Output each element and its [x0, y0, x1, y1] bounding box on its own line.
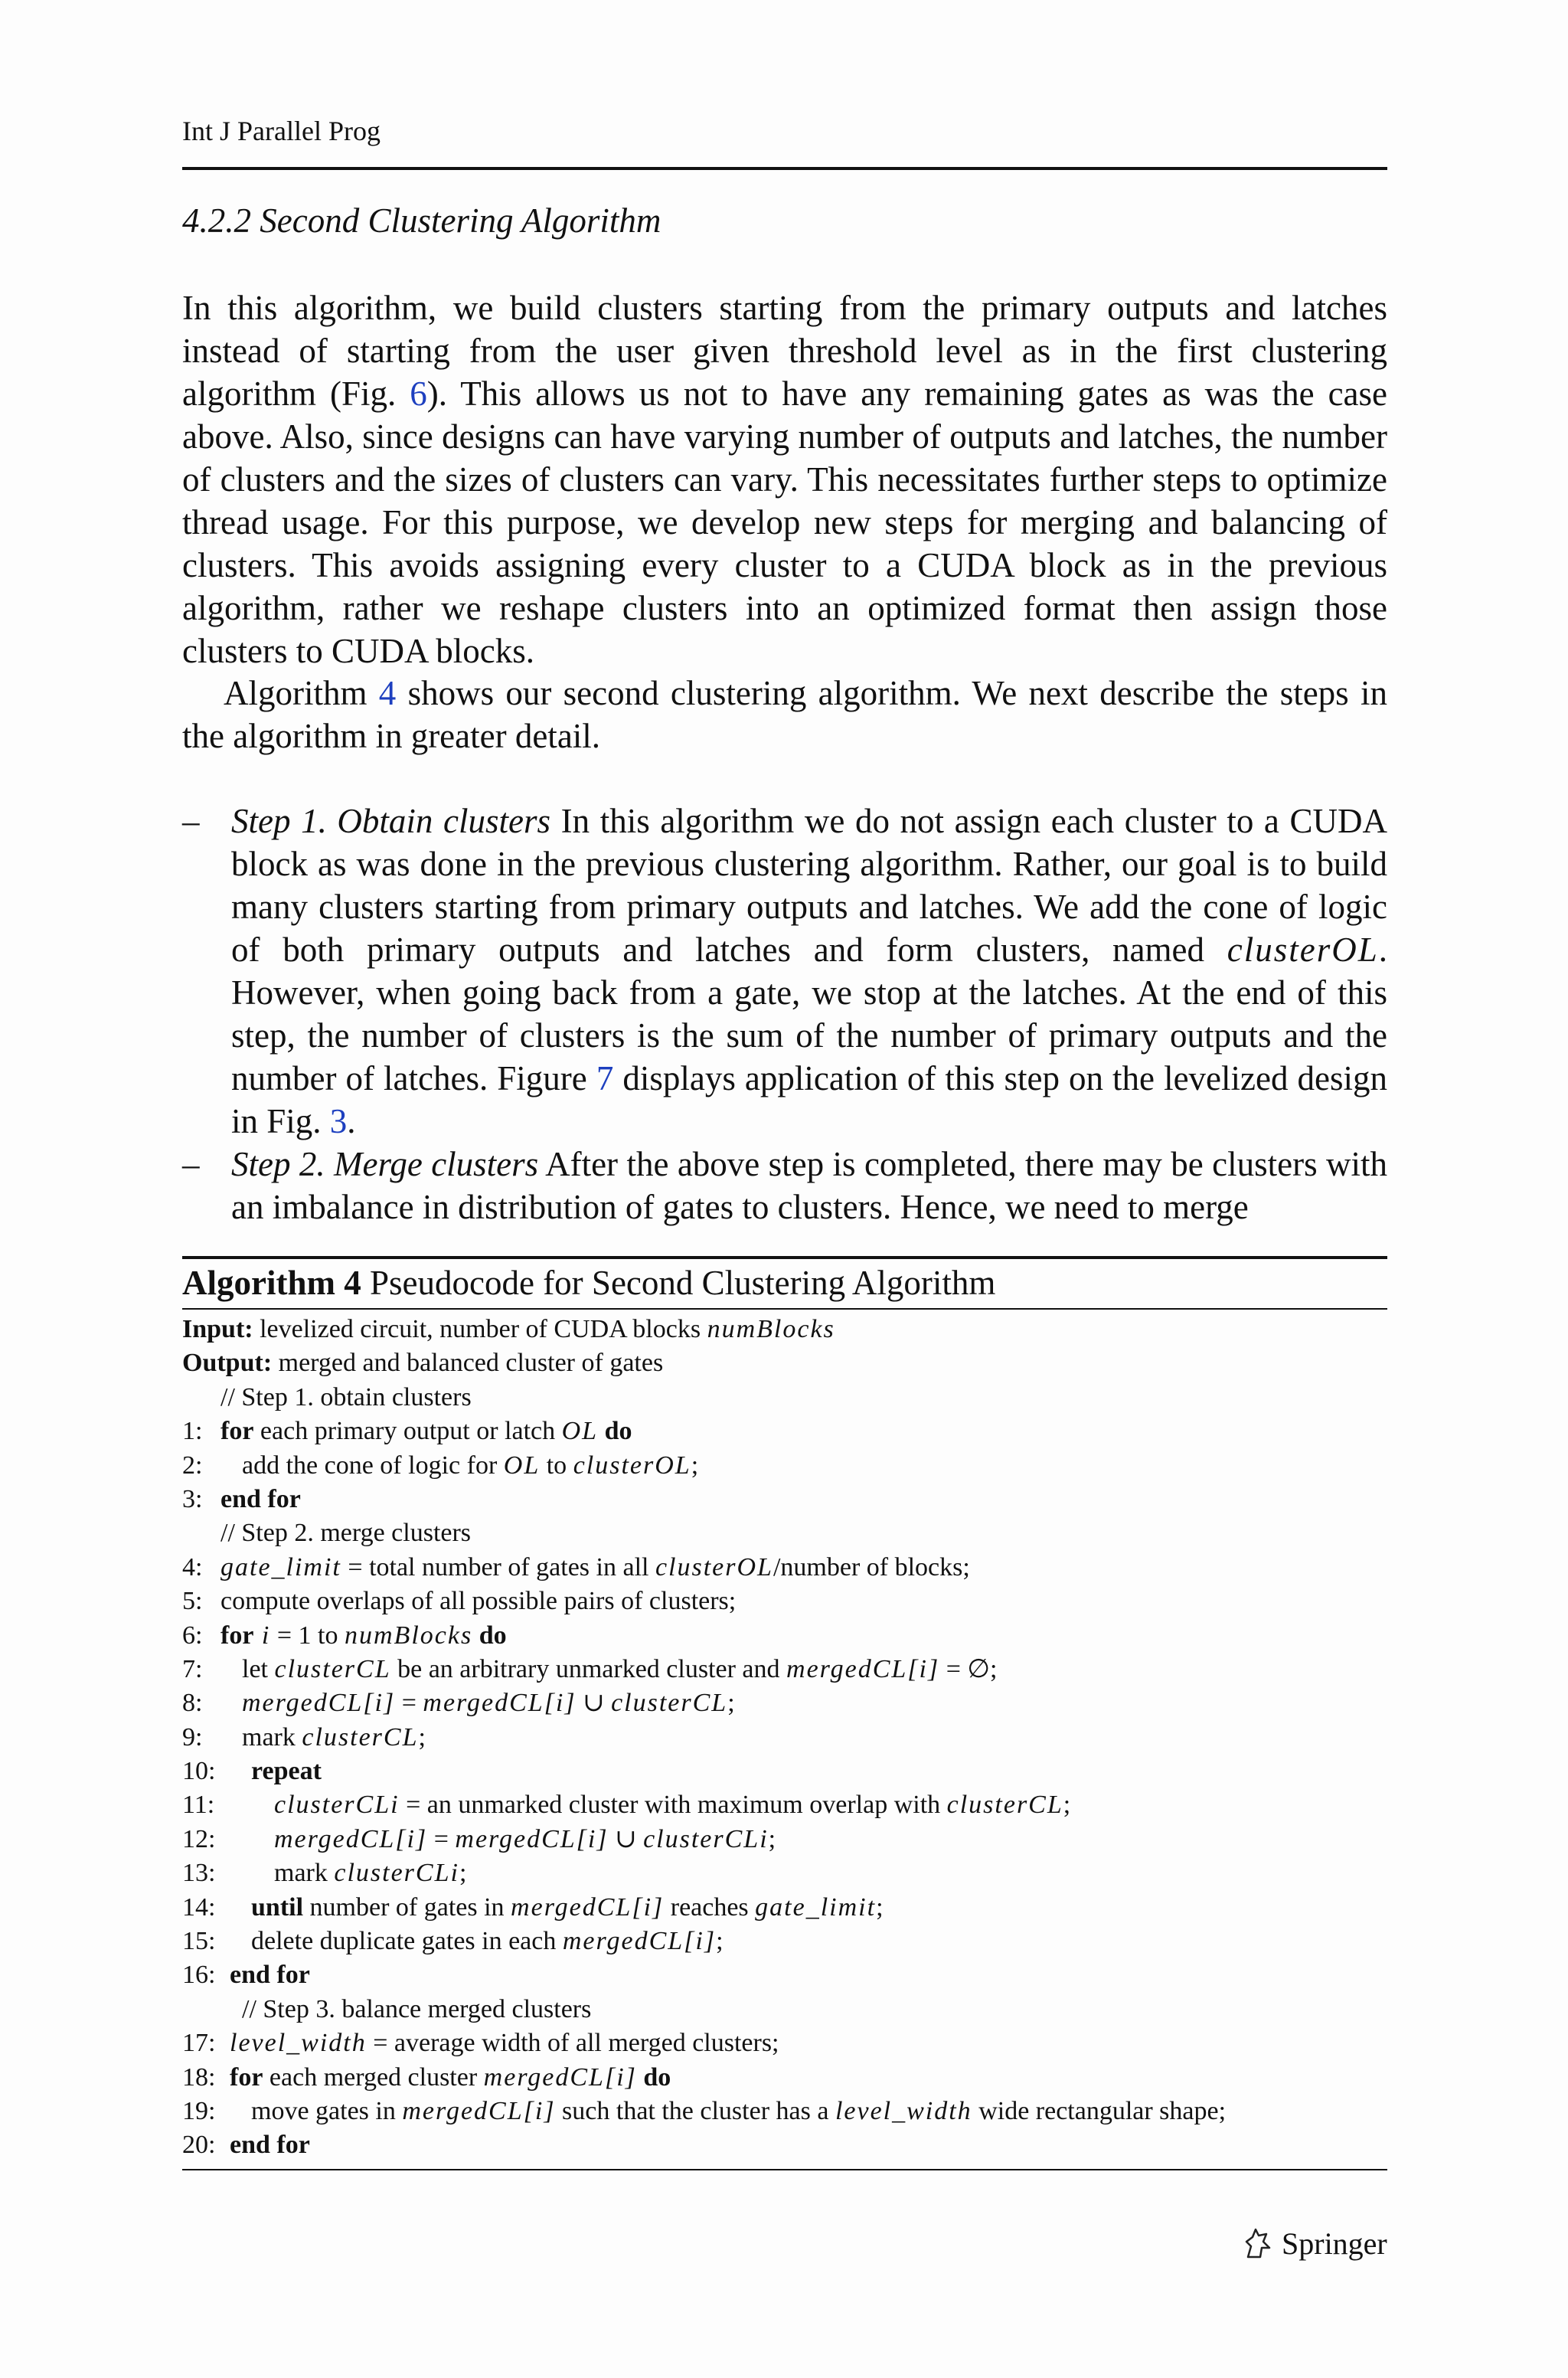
- code-text: = 1 to: [270, 1621, 345, 1650]
- line-number: 5:: [182, 1587, 203, 1616]
- step-list: [182, 800, 1387, 1228]
- line-text: [230, 2026, 779, 2060]
- line-number: 10:: [182, 1757, 216, 1786]
- line-text: [242, 1653, 997, 1686]
- line-number: 11:: [182, 1791, 215, 1820]
- math-var: mergedCL[i]: [402, 2096, 556, 2125]
- figure-ref-link[interactable]: 7: [596, 1059, 614, 1097]
- line-text: [230, 1958, 310, 1992]
- paragraph-text: Algorithm: [224, 674, 379, 712]
- running-header: [182, 112, 1387, 170]
- code-text: =: [395, 1689, 423, 1718]
- algorithm-line: [182, 1925, 1387, 1958]
- code-text: ;: [691, 1451, 699, 1480]
- algorithm-line: [182, 1653, 1387, 1686]
- algorithm-line: [182, 1551, 1387, 1585]
- list-item: [182, 1143, 1387, 1228]
- code-text: to: [540, 1451, 573, 1480]
- step-text: . However, when going back from a gate, we stop at the latches. At the end of this step, the number of clusters is the sum of the number of primary outputs and the number of latches. Figure: [231, 931, 1387, 1097]
- algorithm-line: [182, 1483, 1387, 1516]
- line-text: [220, 1483, 301, 1516]
- algorithm-line: [182, 2128, 1387, 2162]
- code-text: ;: [459, 1859, 467, 1888]
- math-var: mergedCL[i]: [423, 1689, 577, 1718]
- keyword: do: [636, 2062, 671, 2092]
- algorithm-line: [182, 1585, 1387, 1618]
- list-dash: –: [182, 1145, 200, 1183]
- math-var: clusterOL: [573, 1451, 691, 1480]
- algorithm-line: [182, 1686, 1387, 1720]
- math-var: clusterCL: [611, 1689, 728, 1718]
- keyword: do: [598, 1417, 632, 1446]
- comment-text: // Step 1. obtain clusters: [220, 1382, 472, 1411]
- line-text: [274, 1823, 776, 1856]
- algorithm-line: [182, 1788, 1387, 1822]
- line-text: [274, 1788, 1070, 1822]
- code-text: let: [242, 1654, 275, 1683]
- algorithm-input: [182, 1313, 1387, 1346]
- figure-ref-link[interactable]: 3: [329, 1102, 348, 1140]
- line-text: [220, 1551, 970, 1585]
- algorithm-line: [182, 2026, 1387, 2060]
- input-label: Input:: [182, 1315, 253, 1343]
- math-var: clusterCLi: [334, 1859, 459, 1888]
- algorithm-line: [182, 1449, 1387, 1483]
- math-var: mergedCL[i]: [562, 1927, 717, 1956]
- line-text: [242, 1686, 735, 1720]
- math-var: mergedCL[i]: [483, 2062, 637, 2092]
- code-text: ;: [876, 1892, 884, 1922]
- line-text: [220, 1585, 736, 1618]
- code-text: each merged cluster: [263, 2062, 484, 2092]
- math-var: i: [253, 1621, 271, 1650]
- code-text: number of gates in: [303, 1892, 511, 1922]
- algorithm-line: [182, 1856, 1387, 1890]
- step-text: In this algorithm we do not assign each cluster to a CUDA block as was done in the previous clustering algorithm. Rather, our goal is to build many clusters starting from primary outputs and latches. We add the cone of logic of both primary outputs and latches and form clusters, named: [231, 802, 1387, 969]
- paragraph-2: [182, 672, 1387, 757]
- keyword: end for: [230, 2131, 310, 2160]
- step-text: displays application of this step on the levelized design in Fig.: [231, 1059, 1387, 1140]
- math-var: clusterOL: [655, 1552, 773, 1582]
- paragraph-1: [182, 286, 1387, 672]
- comment-text: // Step 3. balance merged clusters: [242, 1994, 592, 2023]
- figure-ref-link[interactable]: 6: [410, 375, 427, 413]
- code-text: ∪: [576, 1689, 612, 1718]
- algorithm-line: [182, 1823, 1387, 1856]
- publisher-name: Springer: [1282, 2226, 1387, 2261]
- step-text: .: [347, 1102, 356, 1140]
- keyword: for: [230, 2062, 263, 2092]
- algorithm-comment: [182, 1993, 1387, 2026]
- code-text: add the cone of logic for: [242, 1451, 504, 1480]
- code-text: wide rectangular shape;: [972, 2096, 1227, 2125]
- math-var: clusterCLi: [643, 1824, 769, 1853]
- line-number: 2:: [182, 1451, 203, 1480]
- math-var: clusterCL: [274, 1654, 391, 1683]
- line-number: 6:: [182, 1621, 203, 1650]
- section-title: 4.2.2 Second Clustering Algorithm: [182, 201, 662, 240]
- math-var: OL: [561, 1417, 599, 1446]
- line-number: 19:: [182, 2096, 216, 2125]
- algorithm-line: [182, 1619, 1387, 1653]
- list-dash: –: [182, 802, 200, 840]
- algorithm-ref-link[interactable]: 4: [378, 674, 397, 712]
- algorithm-line: [182, 2061, 1387, 2095]
- code-text: mark: [242, 1722, 302, 1752]
- math-var: numBlocks: [707, 1315, 835, 1343]
- keyword: end for: [220, 1484, 301, 1513]
- code-text: ;: [727, 1689, 735, 1718]
- code-text: reaches: [664, 1892, 756, 1922]
- code-text: ∪: [608, 1824, 644, 1853]
- step-title: Step 2. Merge clusters: [231, 1145, 539, 1183]
- math-var: mergedCL[i]: [511, 1892, 665, 1922]
- math-var: gate_limit: [755, 1892, 877, 1922]
- line-number: 13:: [182, 1859, 216, 1888]
- line-text: [220, 1415, 632, 1448]
- algorithm-line: [182, 1755, 1387, 1788]
- math-var: mergedCL[i]: [274, 1824, 428, 1853]
- input-text: levelized circuit, number of CUDA blocks: [253, 1315, 707, 1343]
- paragraph-text: shows our second clustering algorithm. We next describe the steps in the algorithm in greater detail.: [182, 674, 1387, 755]
- algorithm-title: [182, 1256, 1387, 1310]
- math-var: level_width: [230, 2029, 367, 2058]
- line-number: 8:: [182, 1689, 203, 1718]
- publisher-logo: [1240, 2226, 1387, 2262]
- code-text: = ∅;: [939, 1654, 998, 1683]
- line-number: 20:: [182, 2131, 216, 2160]
- algorithm-line: [182, 2095, 1387, 2128]
- algorithm-body: [182, 1310, 1387, 2170]
- code-text: ;: [768, 1824, 776, 1853]
- line-number: 3:: [182, 1484, 203, 1513]
- code-text: mark: [274, 1859, 335, 1888]
- code-text: ;: [716, 1927, 724, 1956]
- step-title: Step 1. Obtain clusters: [231, 802, 551, 840]
- math-var: clusterCL: [946, 1791, 1063, 1820]
- code-text: = an unmarked cluster with maximum overlap with: [399, 1791, 947, 1820]
- math-var: level_width: [835, 2096, 972, 2125]
- keyword: do: [472, 1621, 507, 1650]
- line-number: 1:: [182, 1417, 203, 1446]
- algorithm-title-text: Pseudocode for Second Clustering Algorithm: [361, 1264, 996, 1302]
- algorithm-line: [182, 1415, 1387, 1448]
- line-number: 14:: [182, 1892, 216, 1922]
- math-var: clusterCLi: [274, 1791, 400, 1820]
- code-text: = total number of gates in all: [341, 1552, 655, 1582]
- code-text: such that the cluster has a: [555, 2096, 835, 2125]
- paragraph-text: ). This allows us not to have any remaining gates as was the case above. Also, since designs can have varying number of outputs and latches, the number of clusters and the sizes of clusters can vary. This necessitates further steps to optimize thread usage. For this purpose, we develop new steps for merging and balancing of clusters. This avoids assigning every cluster to a CUDA block as in the previous algorithm, rather we reshape clusters into an optimized format then assign those clusters to CUDA blocks.: [182, 375, 1388, 670]
- keyword: repeat: [251, 1757, 322, 1786]
- code-text: delete duplicate gates in each: [251, 1927, 563, 1956]
- code-text: = average width of all merged clusters;: [366, 2029, 779, 2058]
- line-text: [251, 2095, 1226, 2128]
- line-text: [242, 1721, 426, 1755]
- code-text: ;: [1063, 1791, 1071, 1820]
- math-var: mergedCL[i]: [786, 1654, 940, 1683]
- code-text: each primary output or latch: [253, 1417, 562, 1446]
- code-text: /number of blocks;: [773, 1552, 970, 1582]
- algorithm-line: [182, 1891, 1387, 1925]
- math-var: clusterCL: [302, 1722, 419, 1752]
- math-var: OL: [503, 1451, 541, 1480]
- algorithm-line: [182, 1721, 1387, 1755]
- math-var: mergedCL[i]: [242, 1689, 396, 1718]
- comment-text: // Step 2. merge clusters: [220, 1519, 472, 1548]
- algorithm-line: [182, 1958, 1387, 1992]
- keyword: for: [220, 1621, 254, 1650]
- line-text: [242, 1449, 698, 1483]
- output-label: Output:: [182, 1349, 273, 1378]
- line-text: [230, 2128, 310, 2162]
- math-var: mergedCL[i]: [455, 1824, 609, 1853]
- math-var: clusterOL: [1227, 931, 1379, 969]
- line-number: 7:: [182, 1654, 203, 1683]
- list-item: [182, 800, 1387, 1143]
- math-var: numBlocks: [345, 1621, 473, 1650]
- algorithm-output: [182, 1346, 1387, 1380]
- paragraph-text: In this algorithm, we build clusters starting from the primary outputs and latches instead of starting from the user given threshold level as in the first clustering algorithm (Fig.: [182, 289, 1387, 413]
- keyword: for: [220, 1417, 254, 1446]
- line-text: [251, 1755, 322, 1788]
- keyword: until: [251, 1892, 304, 1922]
- line-number: 16:: [182, 1961, 216, 1990]
- output-text: merged and balanced cluster of gates: [272, 1349, 664, 1378]
- line-number: 4:: [182, 1552, 203, 1582]
- line-text: [251, 1891, 884, 1925]
- line-number: 17:: [182, 2029, 216, 2058]
- code-text: be an arbitrary unmarked cluster and: [390, 1654, 787, 1683]
- code-text: compute overlaps of all possible pairs of clusters;: [220, 1587, 737, 1616]
- algorithm-box: [182, 1256, 1387, 2170]
- journal-name: Int J Parallel Prog: [182, 116, 381, 146]
- line-text: [251, 1925, 724, 1958]
- line-number: 18:: [182, 2062, 216, 2092]
- line-text: [274, 1856, 466, 1890]
- algorithm-comment: [182, 1516, 1387, 1550]
- code-text: ;: [418, 1722, 426, 1752]
- algorithm-label: Algorithm 4: [182, 1264, 361, 1302]
- code-text: move gates in: [251, 2096, 403, 2125]
- keyword: end for: [230, 1961, 310, 1990]
- line-number: 15:: [182, 1927, 216, 1956]
- line-number: 9:: [182, 1722, 203, 1752]
- line-number: 12:: [182, 1824, 216, 1853]
- math-var: gate_limit: [220, 1552, 341, 1582]
- line-text: [220, 1619, 507, 1653]
- algorithm-comment: [182, 1381, 1387, 1415]
- springer-horse-icon: [1240, 2226, 1276, 2262]
- code-text: =: [427, 1824, 456, 1853]
- line-text: [230, 2061, 671, 2095]
- step-text: After the above step is completed, there may be clusters with an imbalance in distribution of gates to clusters. Hence, we need to merge: [231, 1145, 1387, 1226]
